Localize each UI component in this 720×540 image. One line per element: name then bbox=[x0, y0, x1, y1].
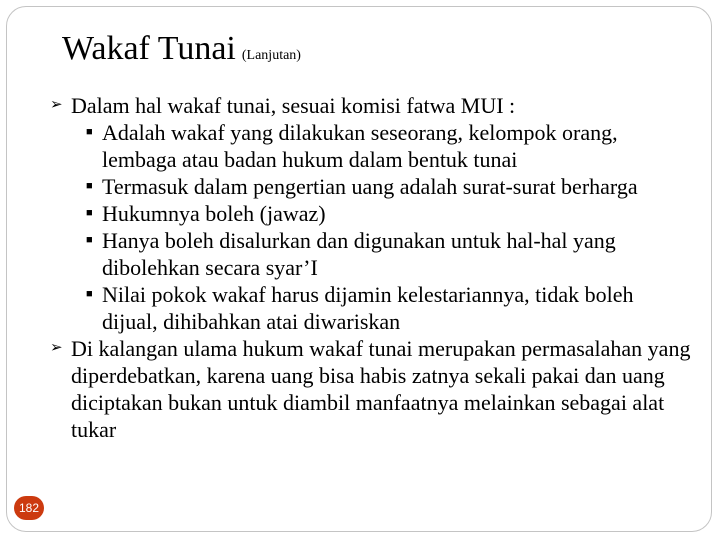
sub-bullet-text: Termasuk dalam pengertian uang adalah surat-surat berharga bbox=[102, 174, 638, 199]
sub-bullet-item bbox=[0, 173, 662, 200]
page-number-badge: 182 bbox=[14, 496, 44, 520]
bullet-text: Dalam hal wakaf tunai, sesuai komisi fatwa MUI : bbox=[71, 93, 516, 118]
bullet-item bbox=[0, 335, 691, 443]
square-bullet-icon: ■ bbox=[86, 234, 93, 246]
sub-bullet-text: Hukumnya boleh (jawaz) bbox=[102, 201, 326, 226]
sub-bullet-list bbox=[0, 119, 720, 335]
title-text: Wakaf Tunai bbox=[62, 30, 236, 67]
title-suffix: (Lanjutan) bbox=[241, 48, 301, 63]
bullet-text: Di kalangan ulama hukum wakaf tunai merupakan permasalahan yang diperdebatkan, karena uang bisa habis zatnya sekali pakai dan uang diciptakan bukan untuk diambil manfaatnya melainkan sebagai alat tukar bbox=[71, 336, 691, 442]
sub-bullet-item bbox=[0, 281, 662, 335]
bullet-item bbox=[0, 92, 691, 119]
slide-title bbox=[62, 32, 301, 66]
arrow-bullet-icon: ➢ bbox=[50, 340, 63, 356]
square-bullet-icon: ■ bbox=[86, 180, 93, 192]
sub-bullet-text: Nilai pokok wakaf harus dijamin kelestariannya, tidak boleh dijual, dihibahkan atai diwariskan bbox=[102, 282, 634, 334]
square-bullet-icon: ■ bbox=[86, 288, 93, 300]
sub-bullet-item bbox=[0, 227, 662, 281]
sub-bullet-item bbox=[0, 119, 662, 173]
sub-bullet-item bbox=[0, 200, 662, 227]
square-bullet-icon: ■ bbox=[86, 207, 93, 219]
sub-bullet-text: Adalah wakaf yang dilakukan seseorang, kelompok orang, lembaga atau badan hukum dalam bentuk tunai bbox=[102, 120, 618, 172]
arrow-bullet-icon: ➢ bbox=[50, 97, 63, 113]
bullet-list bbox=[0, 92, 720, 443]
sub-bullet-text: Hanya boleh disalurkan dan digunakan untuk hal-hal yang dibolehkan secara syar’I bbox=[102, 228, 616, 280]
square-bullet-icon: ■ bbox=[86, 126, 93, 138]
